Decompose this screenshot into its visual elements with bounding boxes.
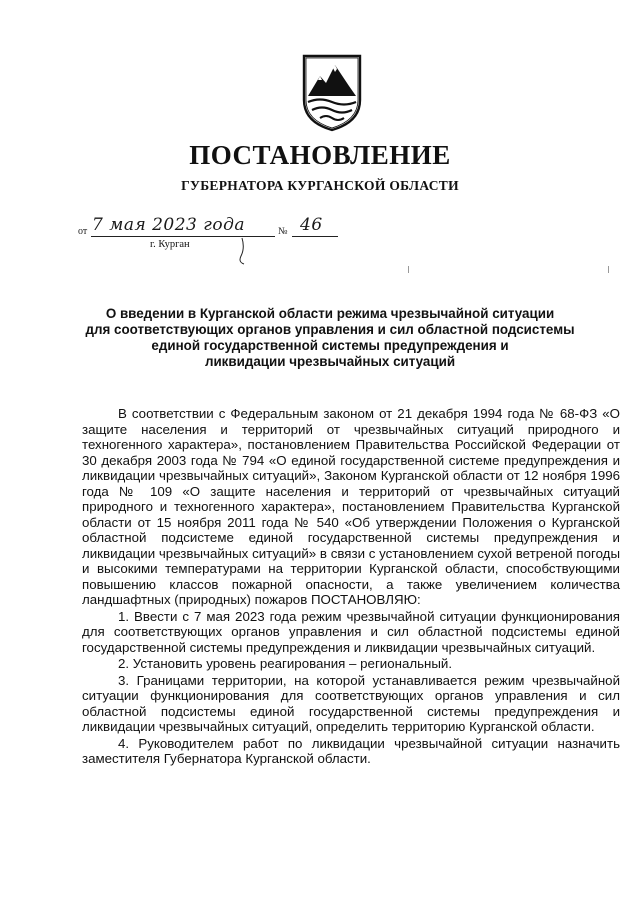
city-label: г. Курган: [150, 239, 190, 250]
corner-mark-left: [408, 266, 409, 273]
clause-1: 1. Ввести с 7 мая 2023 года режим чрезвычайной ситуации функционирования для соответствующих органов управления и сил областной подсистемы единой государственной системы предупреждения и ликвидации чрезвычайных ситуаций.: [82, 608, 620, 655]
coat-of-arms-emblem: [300, 52, 364, 132]
document-subtitle: ГУБЕРНАТОРА КУРГАНСКОЙ ОБЛАСТИ: [181, 178, 459, 193]
number-underline: [292, 236, 338, 237]
date-prefix: от: [78, 226, 88, 237]
handwritten-date: 7 мая 2023 года: [92, 215, 246, 235]
heading-line: единой государственной системы предупреждения и: [151, 338, 509, 353]
resolution-heading: [70, 306, 590, 370]
document-title: ПОСТАНОВЛЕНИЕ: [189, 140, 451, 170]
preamble-paragraph: В соответствии с Федеральным законом от 21 декабря 1994 года № 68-ФЗ «О защите населения и территорий от чрезвычайных ситуаций природного и техногенного характера», постановлением Правительства Российской Федерации от 30 декабря 2003 года № 794 «О единой государственной системе предупреждения и ликвидации чрезвычайных ситуаций», Законом Курганской области от 12 ноября 1996 года № 109 «О защите населения и территорий от чрезвычайных ситуаций природного и техногенного характера», постановлением Правительства Курганской области от 15 ноября 2011 года № 540 «Об утверждении Положения о Курганской областной подсистеме единой государственной системы предупреждения и ликвидации чрезвычайных ситуаций» в связи с установлением сухой ветреной погоды и высокими температурами на территории Курганской области, способствующими повышению классов пожарной опасности, а также увеличением количества ландшафтных (природных) пожаров ПОСТАНОВЛЯЮ:: [82, 406, 620, 607]
resolution-body: [82, 406, 620, 768]
heading-line: ликвидации чрезвычайных ситуаций: [204, 354, 456, 369]
clause-4: 4. Руководителем работ по ликвидации чрезвычайной ситуации назначить заместителя Губернатора Курганской области.: [82, 735, 620, 766]
clause-2: 2. Установить уровень реагирования – региональный.: [118, 656, 453, 671]
corner-mark-right: [608, 266, 609, 273]
clause-3: 3. Границами территории, на которой устанавливается режим чрезвычайной ситуации функционирования для соответствующих органов управления и сил областной подсистемы единой государственной системы предупреждения и ликвидации чрезвычайных ситуаций, определить территорию Курганской области.: [82, 672, 620, 734]
number-prefix: №: [278, 226, 288, 237]
heading-line: для соответствующих органов управления и сил областной подсистемы: [85, 322, 575, 337]
handwritten-mark: [236, 236, 250, 266]
heading-line: О введении в Курганской области режима чрезвычайной ситуации: [105, 306, 555, 321]
handwritten-number: 46: [300, 215, 323, 235]
